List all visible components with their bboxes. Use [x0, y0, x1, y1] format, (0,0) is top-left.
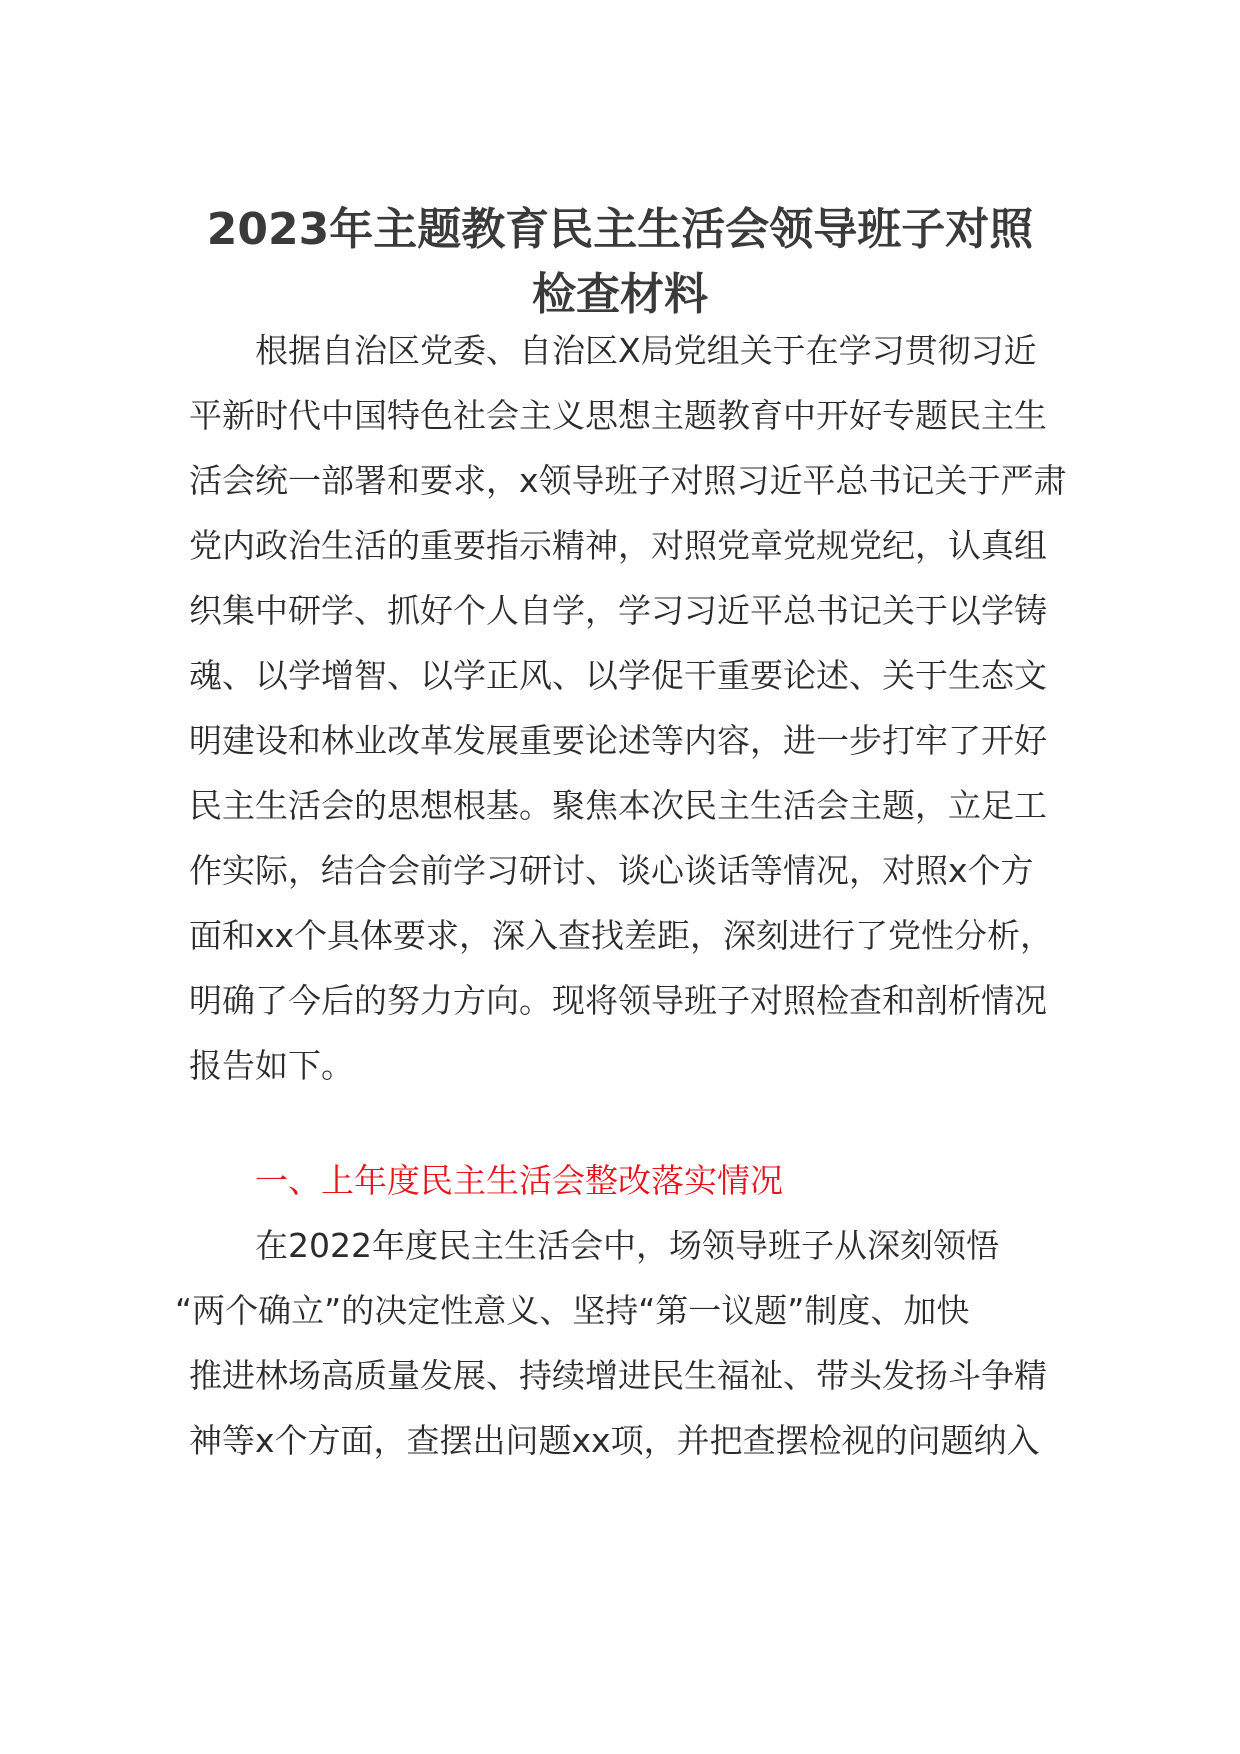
- paragraph-line: 在2022年度民主生活会中，场领导班子从深刻领悟: [255, 1226, 999, 1265]
- paragraph-line: 魂、以学增智、以学正风、以学促干重要论述、关于生态文: [189, 656, 1047, 695]
- section-heading: 一、上年度民主生活会整改落实情况: [255, 1161, 783, 1200]
- paragraph-line: 明确了今后的努力方向。现将领导班子对照检查和剖析情况: [189, 981, 1047, 1020]
- document-title: [150, 198, 1090, 328]
- paragraph-intro: [189, 318, 1067, 1098]
- paragraph-line: 神等x个方面，查摆出问题xx项，并把查摆检视的问题纳入: [189, 1421, 1040, 1460]
- paragraph-rectification: [175, 1213, 1059, 1473]
- paragraph-line: 民主生活会的思想根基。聚焦本次民主生活会主题，立足工: [189, 786, 1047, 825]
- title-line: 2023年主题教育民主生活会领导班子对照: [206, 204, 1034, 255]
- paragraph-line: “两个确立”的决定性意义、坚持“第一议题”制度、加快: [175, 1291, 970, 1330]
- paragraph-line: 党内政治生活的重要指示精神，对照党章党规党纪，认真组: [189, 526, 1047, 565]
- paragraph-line: 面和xx个具体要求，深入查找差距，深刻进行了党性分析，: [189, 916, 1054, 955]
- title-line: 检查材料: [532, 269, 708, 320]
- paragraph-line: 报告如下。: [189, 1046, 354, 1085]
- paragraph-line: 织集中研学、抓好个人自学，学习习近平总书记关于以学铸: [189, 591, 1047, 630]
- paragraph-line: 活会统一部署和要求，x领导班子对照习近平总书记关于严肃: [189, 461, 1067, 500]
- paragraph-line: 根据自治区党委、自治区X局党组关于在学习贯彻习近: [255, 331, 1037, 370]
- paragraph-line: 平新时代中国特色社会主义思想主题教育中开好专题民主生: [189, 396, 1047, 435]
- paragraph-line: 作实际，结合会前学习研讨、谈心谈话等情况，对照x个方: [189, 851, 1034, 890]
- paragraph-line: 明建设和林业改革发展重要论述等内容，进一步打牢了开好: [189, 721, 1047, 760]
- section-heading-block: [189, 1148, 1059, 1213]
- paragraph-line: 推进林场高质量发展、持续增进民生福祉、带头发扬斗争精: [189, 1356, 1047, 1395]
